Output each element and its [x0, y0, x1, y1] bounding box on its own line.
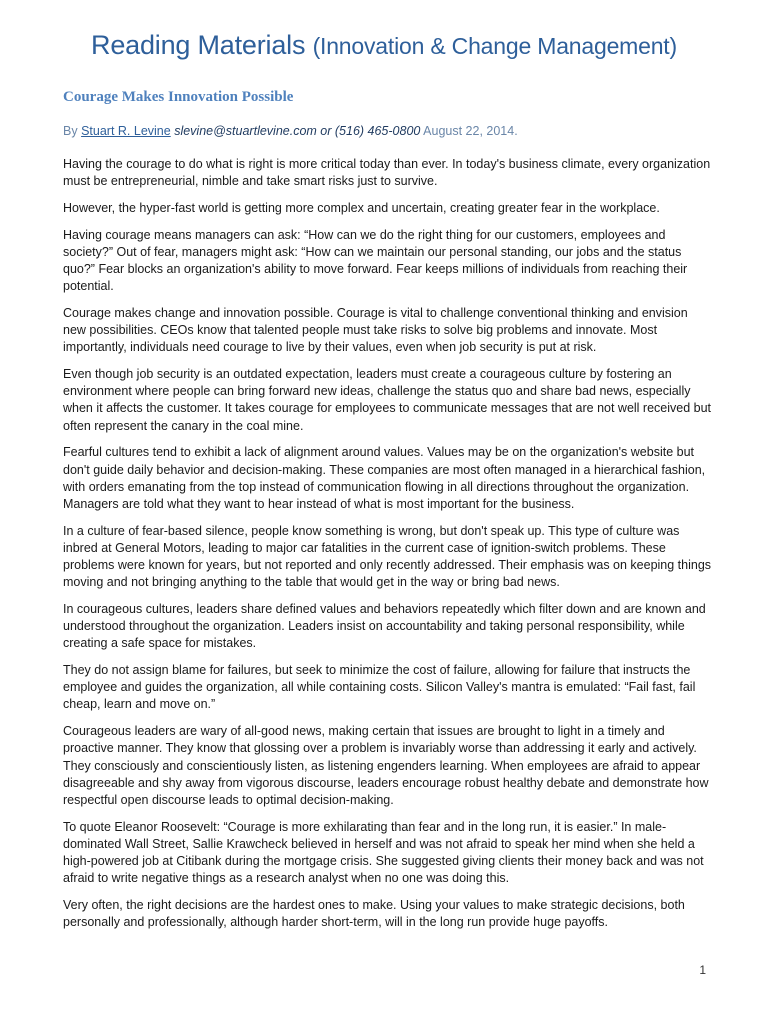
- paragraph: In courageous cultures, leaders share defined values and behaviors repeatedly which filter down and are known and understood throughout the organization. Leaders insist on accountability and taking personal responsibility, while creating a safe space for mistakes.: [63, 601, 706, 651]
- document-title-sub: (Innovation & Change Management): [312, 33, 677, 59]
- article-body: [63, 156, 713, 941]
- paragraph: Very often, the right decisions are the hardest ones to make. Using your values to make strategic decisions, both personally and professionally, although harder short-term, will in the long run provide huge payoffs.: [63, 898, 685, 930]
- paragraph: Courageous leaders are wary of all-good news, making certain that issues are brought to light in a timely and proactive manner. They know that glossing over a problem is invariably worse than addressing it early and actively. They consciously and conscientiously listen, as listening engenders learning. When employees are afraid to appear disagreeable and shy away from vigorous discourse, leaders encourage robust healthy debate and demonstrate how respectful open discourse leads to optimal decision-making.: [63, 724, 709, 807]
- paragraph: To quote Eleanor Roosevelt: “Courage is more exhilarating than fear and in the long run, it is easier.” In male-dominated Wall Street, Sallie Krawcheck believed in herself and was not afraid to speak her mind when she held a high-powered job at Citibank during the mortgage crisis. She suggested giving clients their money back and was not afraid to write negative things as a research analyst when no one was doing this.: [63, 819, 704, 886]
- article-title: Courage Makes Innovation Possible: [63, 89, 294, 105]
- byline-by: By: [63, 124, 78, 138]
- paragraph: However, the hyper-fast world is getting more complex and uncertain, creating greater fear in the workplace.: [63, 200, 660, 215]
- paragraph: Even though job security is an outdated expectation, leaders must create a courageous culture by fostering an environment where people can bring forward new ideas, challenge the status quo and share bad news, especially when it affects the customer. It takes courage for employees to communicate messages that are not well received but often represent the canary in the coal mine.: [63, 367, 712, 433]
- document-title: [0, 30, 768, 61]
- paragraph: Fearful cultures tend to exhibit a lack of alignment around values. Values may be on the organization's website but don't guide daily behavior and decision-making. These companies are most often managed in a hierarchical fashion, with orders emanating from the top instead of communication flowing in all directions throughout the organization. Managers are told what they want to hear instead of what is most important for the business.: [63, 445, 706, 511]
- paragraph: In a culture of fear-based silence, people know something is wrong, but don't speak up. This type of culture was inbred at General Motors, leading to major car fatalities in the current case of ignition-switch problems. These problems were known for years, but not reported and only recently addressed. Their emphasis was on keeping things moving and not bringing anything to the table that would get in the way or bring bad news.: [63, 523, 712, 590]
- paragraph: Having courage means managers can ask: “How can we do the right thing for our customers, employees and society?” Out of fear, managers might ask: “How can we maintain our personal standing, our jobs and the status quo?” Fear blocks an organization's ability to move forward. Fear keeps millions of individuals from reaching their potential.: [63, 227, 688, 294]
- author-contact: slevine@stuartlevine.com or (516) 465-0800: [174, 124, 421, 138]
- paragraph: Having the courage to do what is right is more critical today than ever. In today's business climate, every organization must be entrepreneurial, nimble and take smart risks just to survive.: [63, 157, 711, 189]
- document-title-main: Reading Materials: [91, 30, 306, 60]
- page-number: 1: [699, 963, 706, 977]
- author-link[interactable]: Stuart R. Levine: [81, 124, 171, 138]
- article-byline: [63, 124, 518, 138]
- article-date: August 22, 2014.: [423, 124, 518, 138]
- paragraph: Courage makes change and innovation possible. Courage is vital to challenge conventional thinking and envision new possibilities. CEOs know that talented people must take risks to solve big problems and innovate. Most importantly, individuals need courage to live by their values, even when job security is put at risk.: [63, 305, 688, 355]
- paragraph: They do not assign blame for failures, but seek to minimize the cost of failure, allowing for failure that instructs the employee and guides the organization, all while containing costs. Silicon Valley's mantra is emulated: “Fail fast, fail cheap, learn and move on.”: [63, 663, 696, 712]
